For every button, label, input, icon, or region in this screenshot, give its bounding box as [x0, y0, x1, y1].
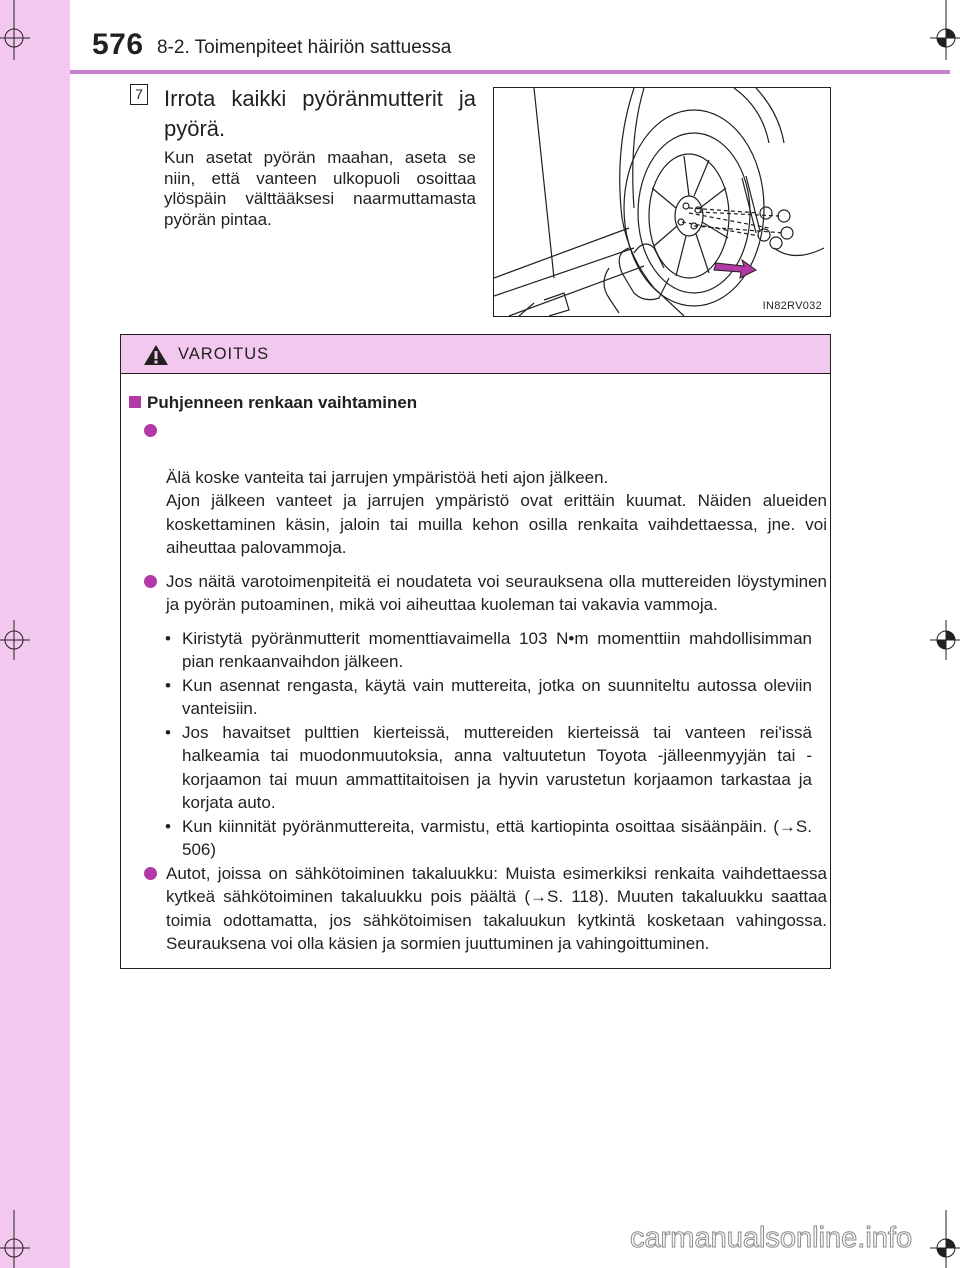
figure-code: IN82RV032	[762, 300, 822, 312]
warning-sub-bullet	[127, 721, 827, 815]
crop-mark-bottom-left	[0, 1210, 30, 1268]
round-bullet-icon	[144, 867, 157, 880]
round-bullet-icon	[144, 424, 157, 437]
crop-mark-middle-left	[0, 620, 30, 660]
warning-sub-bullet-text: Jos havaitset pulttien kierteissä, muttereiden kierteissä tai vanteen rei'issä halkeamia tai muodonmuutoksia, anna valtuutetun Toyota -jälleenmyyjän tai -korjaamon tai muun ammattitaitoisen ja hyvin varustetun korjaamon tarkastaa ja korjata auto.	[182, 722, 812, 812]
warning-sub-bullet-text: Kun asennat rengasta, käytä vain muttereita, jotka on suunniteltu autossa oleviin vanteisiin.	[182, 675, 812, 718]
square-bullet-icon	[129, 396, 141, 408]
warning-label: VAROITUS	[178, 345, 270, 363]
step-title: Irrota kaikki pyöränmutterit ja pyörä.	[164, 86, 476, 141]
warning-bullet	[127, 419, 827, 560]
warning-sub-bullet-text: Kun kiinnität pyöränmuttereita, varmistu, että kartiopinta osoittaa sisäänpäin. (→S. 506)	[182, 816, 812, 859]
watermark-text: carmanualsonline.info	[630, 1222, 913, 1254]
warning-bullet-text: Jos näitä varotoimenpiteitä ei noudateta voi seurauksena olla muttereiden löystyminen ja pyörän putoaminen, mikä voi aiheuttaa kuoleman tai vakavia vammoja.	[166, 571, 827, 614]
step-body: Kun asetat pyörän maahan, aseta se niin, että vanteen ulkopuoli osoittaa ylöspäin välttääksesi naarmuttamasta pyörän pintaa.	[164, 148, 476, 229]
round-bullet-icon	[144, 575, 157, 588]
warning-sub-bullet	[127, 627, 827, 674]
warning-sub-bullet-text: Kiristytä pyöränmutterit momenttiavaimella 103 N•m momenttiin mahdollisimman pian renkaanvaihdon jälkeen.	[182, 628, 812, 671]
warning-bullet-text: Autot, joissa on sähkötoiminen takaluukku: Muista esimerkiksi renkaita vaihdettaessa kytkeä sähkötoiminen takaluukku pois päältä (→S. 118). Muuten takaluukku saattaa toimia odottamatta, jos sähkötoimisen takaluukun kytkintä kosketaan vahingossa. Seurauksena voi olla käsien ja sormien juuttuminen ja vahingoittuminen.	[166, 863, 827, 953]
warning-bullet	[127, 862, 827, 956]
step-number-box: 7	[130, 84, 148, 105]
warning-subhead	[127, 391, 827, 415]
crop-mark-bottom-right	[930, 1210, 960, 1268]
crop-mark-middle-right	[930, 620, 960, 660]
warning-box	[120, 334, 831, 969]
wheel-removal-figure	[493, 87, 831, 317]
header-rule	[70, 70, 950, 74]
warning-bullet-text: Älä koske vanteita tai jarrujen ympäristöä heti ajon jälkeen. Ajon jälkeen vanteet ja jarrujen ympäristö ovat erittäin kuumat. Näiden alueiden koskettaminen käsin, jaloin tai muilla kehon osilla renkaita vaihdettaessa, jne. voi aiheuttaa palovammoja.	[166, 467, 827, 557]
sub-bullet-mark: •	[165, 722, 171, 742]
warning-body	[127, 391, 827, 956]
footer-watermark	[630, 1215, 930, 1260]
page-number: 576	[92, 28, 144, 61]
sub-bullet-mark: •	[165, 628, 171, 648]
wheel-removal-illustration-icon	[494, 88, 831, 317]
warning-bullet	[127, 570, 827, 617]
section-title: 8-2. Toimenpiteet häiriön sattuessa	[157, 37, 452, 58]
crop-mark-top-left	[0, 0, 30, 60]
warning-header	[121, 335, 830, 374]
sub-bullet-mark: •	[165, 675, 171, 695]
sub-bullet-mark: •	[165, 816, 171, 836]
warning-subhead-text: Puhjenneen renkaan vaihtaminen	[147, 393, 418, 412]
warning-triangle-icon	[143, 344, 169, 366]
warning-sub-bullet	[127, 674, 827, 721]
warning-sub-bullet	[127, 815, 827, 862]
crop-mark-top-right	[930, 0, 960, 60]
